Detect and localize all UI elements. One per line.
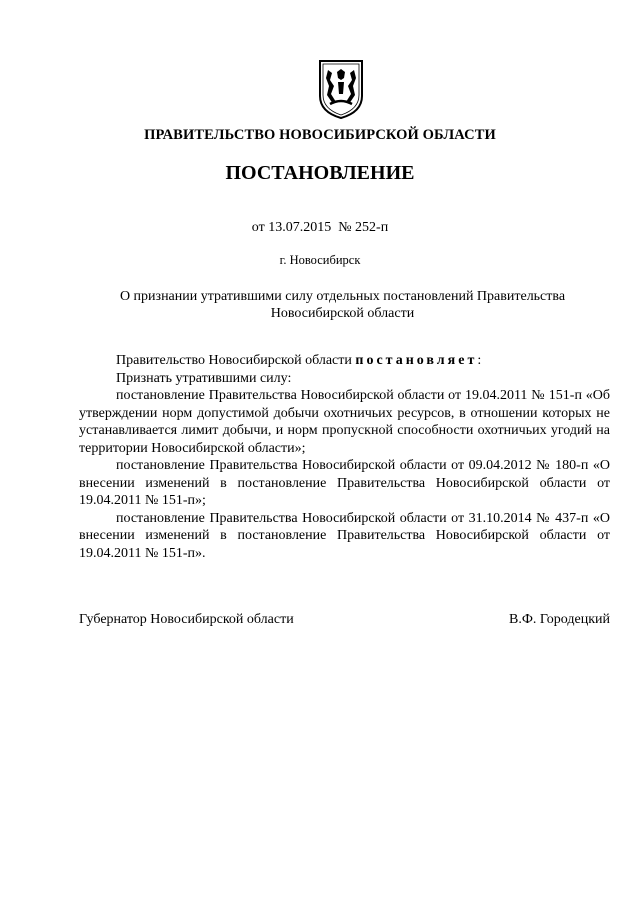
- resolution-item: постановление Правительства Новосибирской области от 31.10.2014 № 437-п «О внесении изменений в постановление Правительства Новосибирской области от 19.04.2011 № 151-п».: [79, 510, 610, 561]
- document-number: № 252-п: [338, 220, 389, 235]
- lead-paragraph: Признать утратившими силу:: [116, 370, 292, 386]
- city-name: г. Новосибирск: [279, 253, 361, 267]
- signatory-role: Губернатор Новосибирской области: [79, 612, 294, 627]
- resolution-item: постановление Правительства Новосибирской области от 19.04.2011 № 151-п «Об утверждении норм допустимой добычи охотничьих ресурсов, в отношении которых не устанавливается лимит добычи, и норм пропускной способности охотничьих угодий на территории Новосибирской области»;: [79, 388, 610, 456]
- resolution-item: постановление Правительства Новосибирской области от 09.04.2012 № 180-п «О внесении изменений в постановление Правительства Новосибирской области от 19.04.2011 № 151-п»;: [79, 458, 610, 508]
- government-title: ПРАВИТЕЛЬСТВО НОВОСИБИРСКОЙ ОБЛАСТИ: [144, 127, 496, 143]
- resolves-word: постановляет: [355, 353, 478, 368]
- document-date: от 13.07.2015: [251, 220, 332, 235]
- document-body: [79, 352, 610, 562]
- document-date-line: [0, 220, 640, 236]
- preamble: [79, 352, 610, 370]
- preamble-colon: :: [477, 353, 482, 368]
- preamble-text: Правительство Новосибирской области: [116, 353, 356, 368]
- signatory-name: В.Ф. Городецкий: [509, 612, 610, 627]
- document-subject: О признании утратившими силу отдельных постановлений Правительства Новосибирской области: [119, 289, 566, 321]
- document-type-heading: ПОСТАНОВЛЕНИЕ: [225, 162, 415, 184]
- coat-of-arms-icon: [316, 58, 366, 120]
